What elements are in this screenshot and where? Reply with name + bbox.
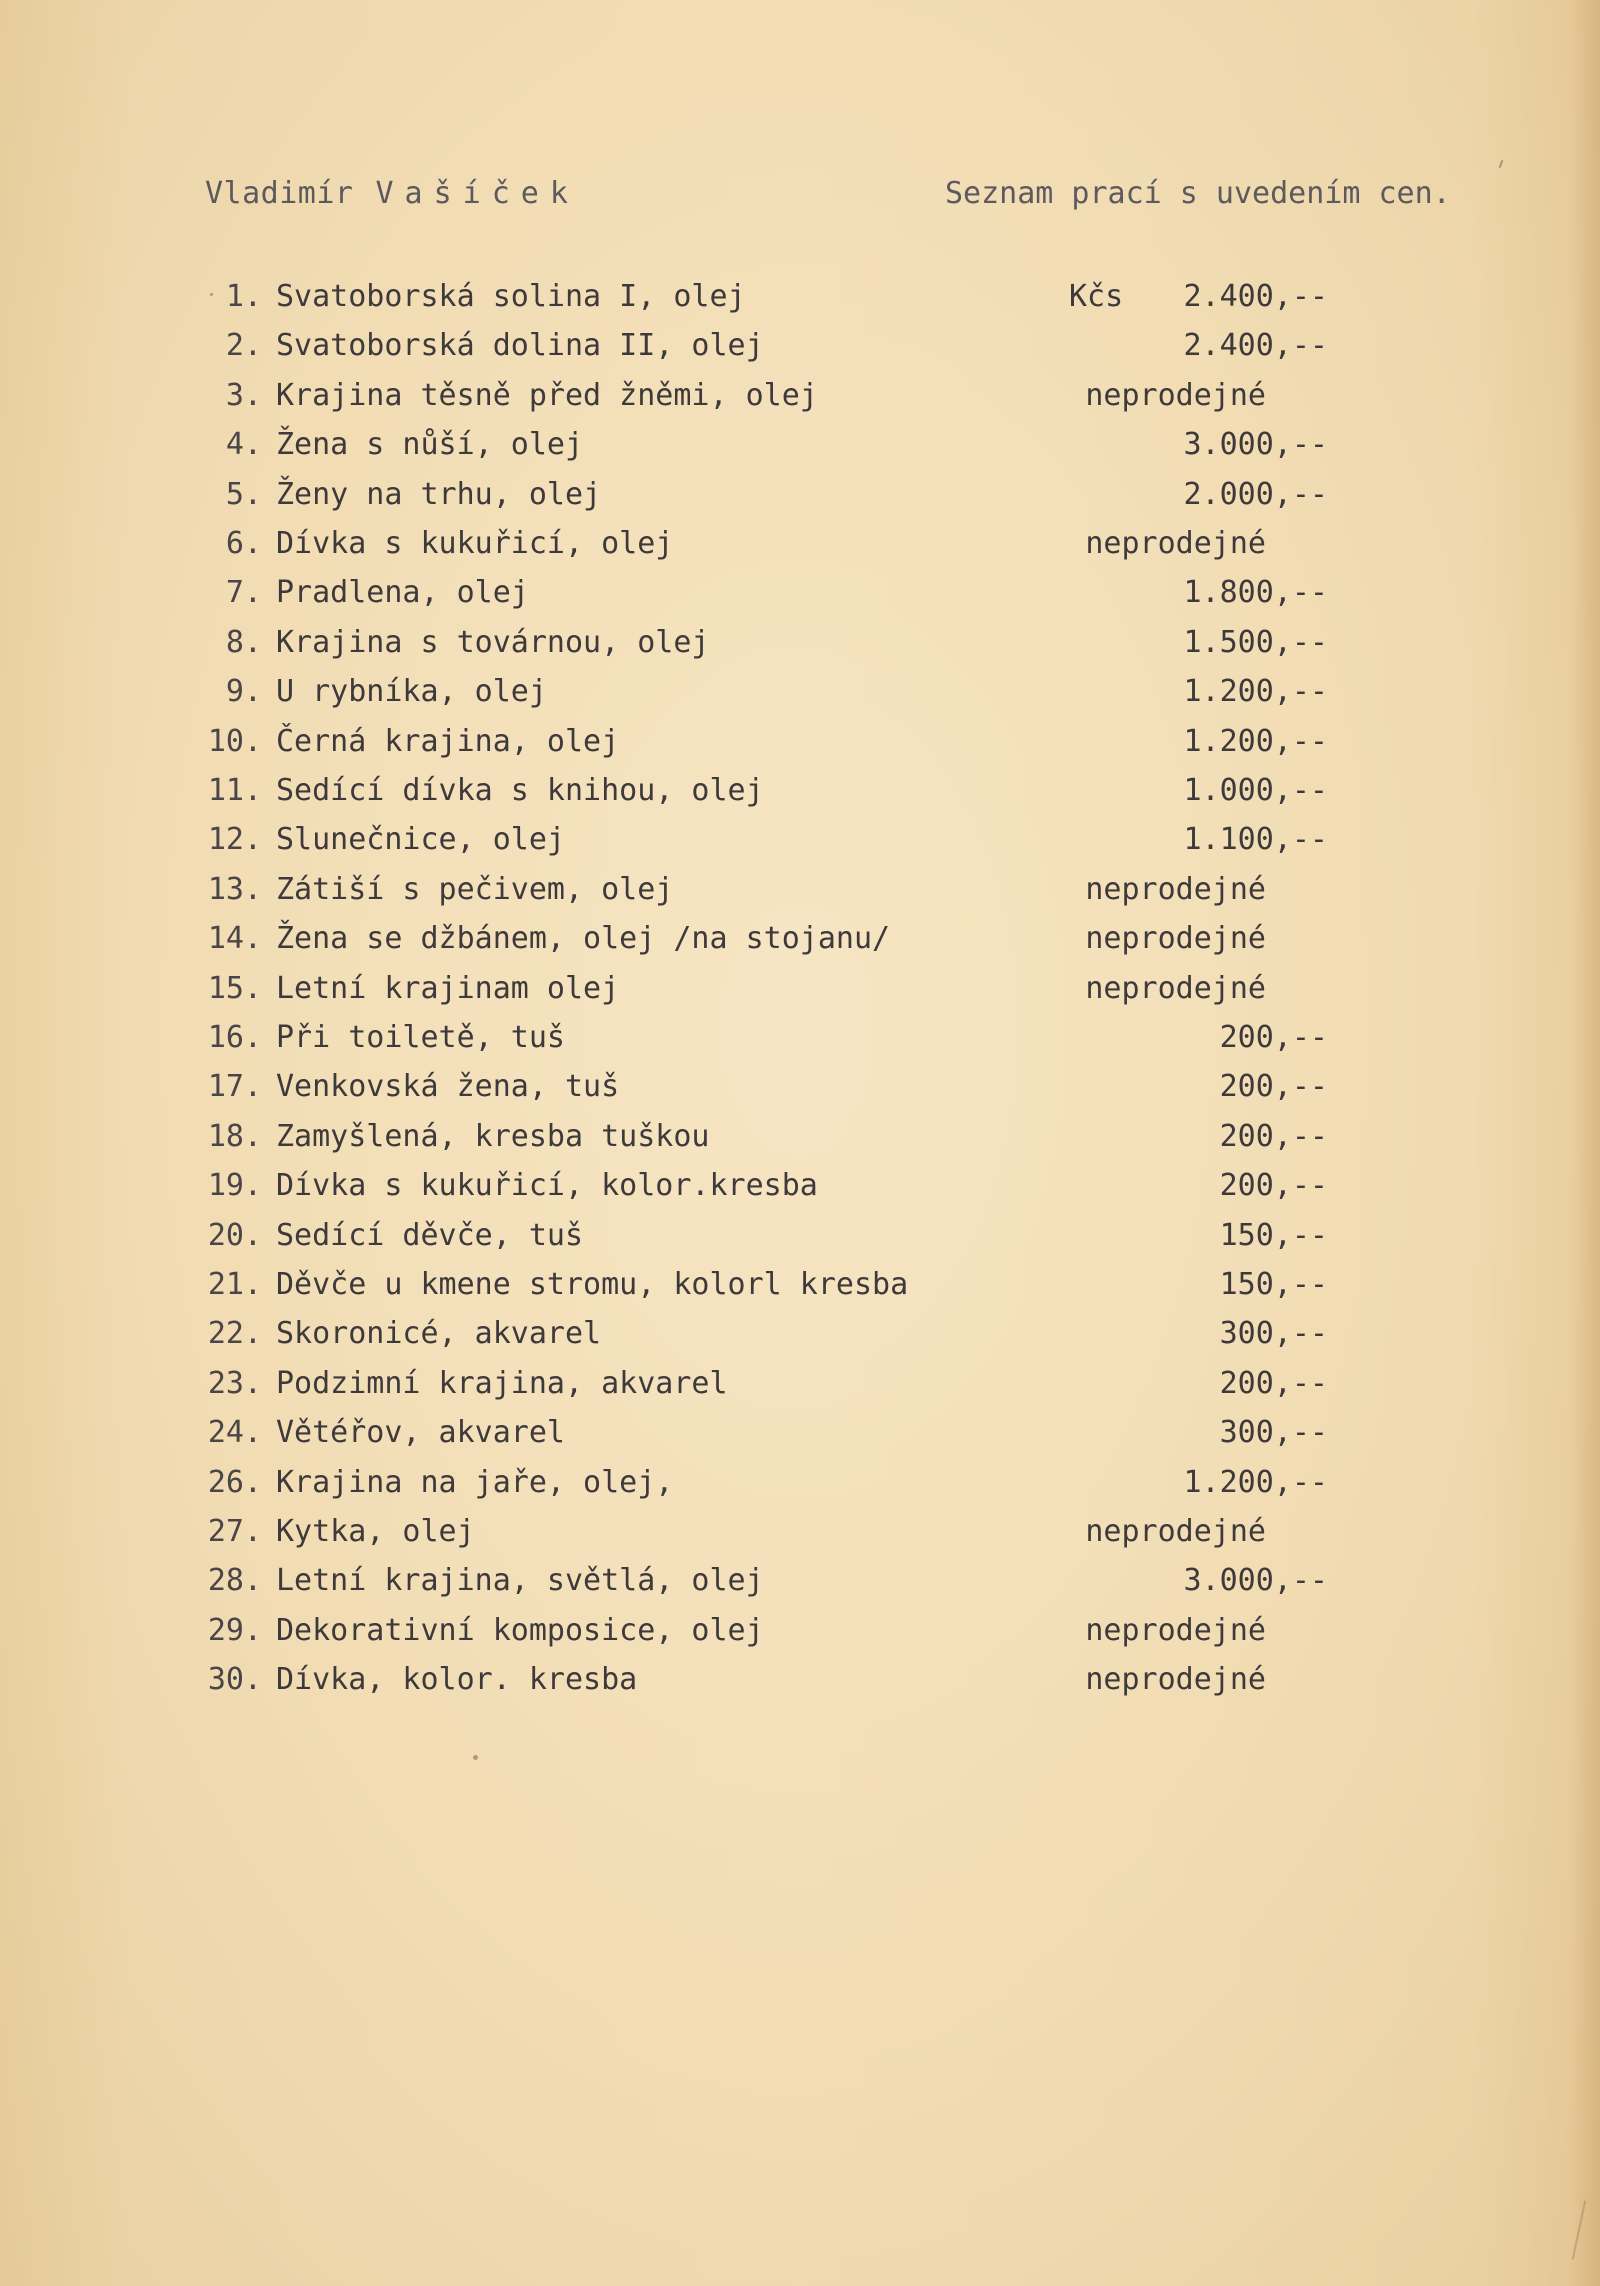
item-number: 4. [225, 427, 262, 462]
item-price: 300,-- [1219, 1415, 1328, 1450]
list-item [0, 971, 1600, 1011]
item-price: 2.400,-- [1183, 328, 1328, 363]
item-number: 8. [225, 625, 262, 660]
item-title: Ženy na trhu, olej [276, 477, 602, 512]
item-price: 150,-- [1219, 1267, 1328, 1302]
list-item [0, 724, 1600, 764]
item-price: 2.400,-- [1183, 279, 1328, 314]
list-item [0, 1119, 1600, 1159]
item-price: 150,-- [1219, 1218, 1328, 1253]
item-title: U rybníka, olej [276, 674, 547, 709]
list-item [0, 328, 1600, 368]
item-price: neprodejné [1085, 526, 1266, 561]
item-title: Černá krajina, olej [276, 724, 620, 759]
item-title: Slunečnice, olej [276, 822, 565, 857]
item-price: neprodejné [1085, 971, 1266, 1006]
item-price: 1.000,-- [1183, 773, 1328, 808]
item-price: 1.800,-- [1183, 575, 1328, 610]
document-title: Seznam prací s uvedením cen. [945, 176, 1451, 211]
item-title: Letní krajinam olej [276, 971, 620, 1006]
list-item [0, 1366, 1600, 1406]
item-number: 21. [207, 1267, 262, 1302]
item-number: 14. [207, 921, 262, 956]
item-number: 6. [225, 526, 262, 561]
item-title: Krajina s továrnou, olej [276, 625, 710, 660]
list-item [0, 1465, 1600, 1505]
item-price: 300,-- [1219, 1316, 1328, 1351]
item-title: Dívka s kukuřicí, kolor.kresba [276, 1168, 818, 1203]
item-number: 23. [207, 1366, 262, 1401]
item-title: Krajina na jaře, olej, [276, 1465, 674, 1500]
list-item [0, 872, 1600, 912]
author-name [205, 176, 579, 211]
item-price: neprodejné [1085, 378, 1266, 413]
item-number: 28. [207, 1563, 262, 1598]
item-price: neprodejné [1085, 1514, 1266, 1549]
item-number: 15. [207, 971, 262, 1006]
item-price: 2.000,-- [1183, 477, 1328, 512]
item-price: 200,-- [1219, 1069, 1328, 1104]
list-item [0, 1020, 1600, 1060]
item-number: 3. [225, 378, 262, 413]
item-price: 3.000,-- [1183, 1563, 1328, 1598]
list-item [0, 378, 1600, 418]
item-number: 9. [225, 674, 262, 709]
item-title: Zamyšlená, kresba tuškou [276, 1119, 710, 1154]
item-title: Větéřov, akvarel [276, 1415, 565, 1450]
item-number: 24. [207, 1415, 262, 1450]
list-item [0, 1415, 1600, 1455]
item-title: Zátiší s pečivem, olej [276, 872, 674, 907]
item-price: neprodejné [1085, 872, 1266, 907]
list-item [0, 1514, 1600, 1554]
author-last-name: Vašíček [375, 176, 579, 211]
stray-mark [210, 293, 213, 296]
item-price: neprodejné [1085, 1613, 1266, 1648]
item-price: 1.200,-- [1183, 674, 1328, 709]
item-title: Sedící děvče, tuš [276, 1218, 584, 1253]
item-price: 1.200,-- [1183, 1465, 1328, 1500]
item-title: Venkovská žena, tuš [276, 1069, 620, 1104]
item-number: 2. [225, 328, 262, 363]
item-number: 11. [207, 773, 262, 808]
item-number: 18. [207, 1119, 262, 1154]
list-item [0, 575, 1600, 615]
item-price: neprodejné [1085, 1662, 1266, 1697]
item-number: 19. [207, 1168, 262, 1203]
item-title: Dívka, kolor. kresba [276, 1662, 638, 1697]
item-title: Skoronicé, akvarel [276, 1316, 602, 1351]
item-number: 16. [207, 1020, 262, 1055]
item-number: 13. [207, 872, 262, 907]
list-item [0, 526, 1600, 566]
item-title: Dívka s kukuřicí, olej [276, 526, 674, 561]
item-price: 1.200,-- [1183, 724, 1328, 759]
list-item [0, 1316, 1600, 1356]
item-price: 200,-- [1219, 1119, 1328, 1154]
list-item [0, 1563, 1600, 1603]
list-item [0, 822, 1600, 862]
item-title: Kytka, olej [276, 1514, 475, 1549]
list-item [0, 477, 1600, 517]
list-item [0, 674, 1600, 714]
item-title: Letní krajina, světlá, olej [276, 1563, 764, 1598]
item-title: Sedící dívka s knihou, olej [276, 773, 764, 808]
stray-mark [473, 1755, 478, 1760]
list-item [0, 773, 1600, 813]
item-number: 17. [207, 1069, 262, 1104]
item-number: 26. [207, 1465, 262, 1500]
item-price: 3.000,-- [1183, 427, 1328, 462]
item-number: 10. [207, 724, 262, 759]
item-number: 27. [207, 1514, 262, 1549]
stray-mark [1499, 160, 1504, 168]
item-title: Žena s nůší, olej [276, 427, 584, 462]
item-title: Svatoborská dolina II, olej [276, 328, 764, 363]
list-item [0, 1069, 1600, 1109]
item-price: 1.500,-- [1183, 625, 1328, 660]
item-number: 30. [207, 1662, 262, 1697]
list-item [0, 1168, 1600, 1208]
list-item [0, 1613, 1600, 1653]
item-title: Svatoborská solina I, olej [276, 279, 746, 314]
list-item [0, 279, 1600, 319]
author-first-name: Vladimír [205, 176, 354, 211]
item-price: neprodejné [1085, 921, 1266, 956]
list-item [0, 427, 1600, 467]
item-price: 200,-- [1219, 1168, 1328, 1203]
item-number: 20. [207, 1218, 262, 1253]
item-price: 1.100,-- [1183, 822, 1328, 857]
item-number: 7. [225, 575, 262, 610]
item-title: Dekorativní komposice, olej [276, 1613, 764, 1648]
list-item [0, 1662, 1600, 1702]
item-number: 29. [207, 1613, 262, 1648]
item-number: 22. [207, 1316, 262, 1351]
item-price: 200,-- [1219, 1020, 1328, 1055]
item-title: Krajina těsně před žněmi, olej [276, 378, 818, 413]
currency-label: Kčs [1069, 279, 1124, 314]
item-title: Pradlena, olej [276, 575, 529, 610]
item-title: Při toiletě, tuš [276, 1020, 565, 1055]
list-item [0, 1218, 1600, 1258]
item-number: 5. [225, 477, 262, 512]
item-title: Podzimní krajina, akvarel [276, 1366, 728, 1401]
item-price: 200,-- [1219, 1366, 1328, 1401]
list-item [0, 1267, 1600, 1307]
item-number: 1. [225, 279, 262, 314]
item-number: 12. [207, 822, 262, 857]
item-title: Žena se džbánem, olej /na stojanu/ [276, 921, 891, 956]
list-item [0, 625, 1600, 665]
list-item [0, 921, 1600, 961]
item-title: Děvče u kmene stromu, kolorl kresba [276, 1267, 909, 1302]
